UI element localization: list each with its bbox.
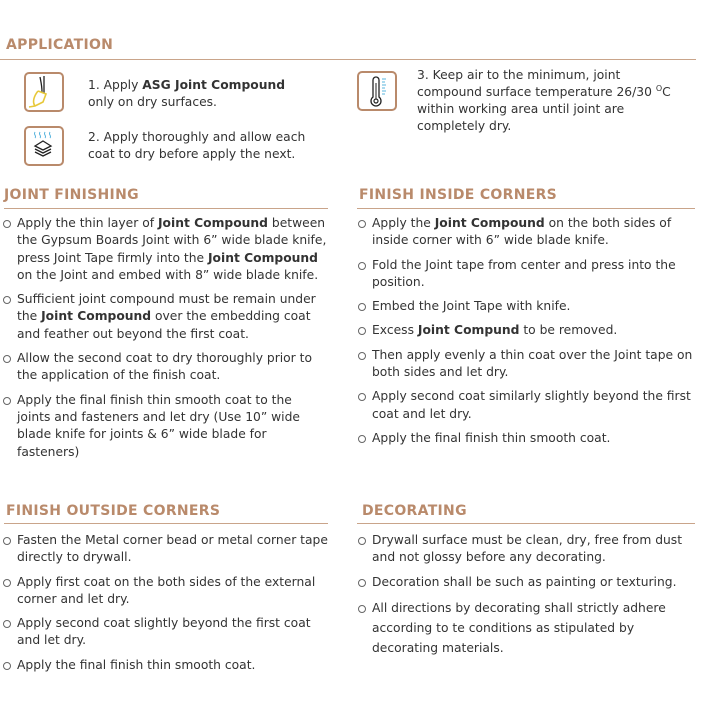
list-item: Sufficient joint compound must be remain under the Joint Compound over the embedding coat and feather out beyond the first coat.: [2, 291, 328, 343]
divider-inside-corners: [357, 208, 695, 209]
bullet-icon: [3, 537, 11, 545]
divider-outside-corners: [4, 523, 328, 524]
bullet-icon: [358, 220, 366, 228]
list-item: Then apply evenly a thin coat over the Joint tape on both sides and let dry.: [357, 347, 697, 382]
list-item: Apply the final finish thin smooth coat.: [2, 657, 328, 674]
step-3-icon-box: [357, 71, 397, 111]
list-item: Decoration shall be such as painting or texturing.: [357, 574, 697, 591]
bullet-icon: [3, 662, 11, 670]
list-item: Excess Joint Compund to be removed.: [357, 322, 697, 339]
list-item: Fold the Joint tape from center and press into the position.: [357, 257, 697, 292]
section-title-inside-corners: FINISH INSIDE CORNERS: [359, 187, 558, 203]
list-item: Apply the Joint Compound on the both sides of inside corner with 6” wide blade knife.: [357, 215, 697, 250]
list-item: Apply second coat slightly beyond the first coat and let dry.: [2, 615, 328, 650]
step-1-icon-box: [24, 72, 64, 112]
list-item: Apply second coat similarly slightly beyond the first coat and let dry.: [357, 388, 697, 423]
bullet-icon: [358, 262, 366, 270]
bullet-icon: [3, 355, 11, 363]
bullet-icon: [358, 537, 366, 545]
list-item: All directions by decorating shall strictly adhere according to te conditions as stipulated by decorating materials.: [357, 598, 697, 658]
bullet-icon: [358, 327, 366, 335]
list-item: Apply the thin layer of Joint Compound between the Gypsum Boards Joint with 6” wide blade knife, press Joint Tape firmly into the Joint Compound on the Joint and embed with 8” wide blade knife.: [2, 215, 328, 284]
outside-corners-list: [2, 532, 328, 681]
bullet-icon: [3, 579, 11, 587]
application-step-3: 3. Keep air to the minimum, joint compound surface temperature 26/30 $^O$C within working area until joint are completely dry.: [417, 68, 671, 133]
divider-joint-finishing: [4, 208, 328, 209]
decorating-list: [357, 532, 697, 665]
list-item: Allow the second coat to dry thoroughly prior to the application of the finish coat.: [2, 350, 328, 385]
bullet-icon: [3, 296, 11, 304]
bullet-icon: [358, 435, 366, 443]
bullet-icon: [3, 620, 11, 628]
brush-applicator-icon: [26, 74, 61, 109]
list-item: Apply the final finish thin smooth coat.: [357, 430, 697, 447]
section-title-outside-corners: FINISH OUTSIDE CORNERS: [6, 503, 221, 519]
bullet-icon: [3, 397, 11, 405]
thermometer-icon: [359, 73, 394, 108]
list-item: Embed the Joint Tape with knife.: [357, 298, 697, 315]
bullet-icon: [358, 352, 366, 360]
joint-finishing-list: [2, 215, 328, 468]
section-title-decorating: DECORATING: [362, 503, 467, 519]
application-step-2: 2. Apply thoroughly and allow each coat to dry before apply the next.: [88, 130, 306, 161]
list-item: Apply the final finish thin smooth coat to the joints and fasteners and let dry (Use 10” wide blade knife for joints & 6” wide blade for fasteners): [2, 392, 328, 461]
bullet-icon: [358, 393, 366, 401]
bullet-icon: [358, 303, 366, 311]
bullet-icon: [358, 605, 366, 613]
drying-layers-icon: [26, 128, 61, 163]
application-step-1: 1. Apply ASG Joint Compound only on dry surfaces.: [88, 78, 286, 109]
bullet-icon: [358, 579, 366, 587]
section-title-joint-finishing: JOINT FINISHING: [4, 187, 139, 203]
step-2-icon-box: [24, 126, 64, 166]
list-item: Fasten the Metal corner bead or metal corner tape directly to drywall.: [2, 532, 328, 567]
divider-decorating: [357, 523, 695, 524]
inside-corners-list: [357, 215, 697, 454]
section-title-application: APPLICATION: [6, 37, 114, 53]
list-item: Drywall surface must be clean, dry, free from dust and not glossy before any decorating.: [357, 532, 697, 567]
bullet-icon: [3, 220, 11, 228]
list-item: Apply first coat on the both sides of the external corner and let dry.: [2, 574, 328, 609]
divider-application: [0, 59, 696, 60]
